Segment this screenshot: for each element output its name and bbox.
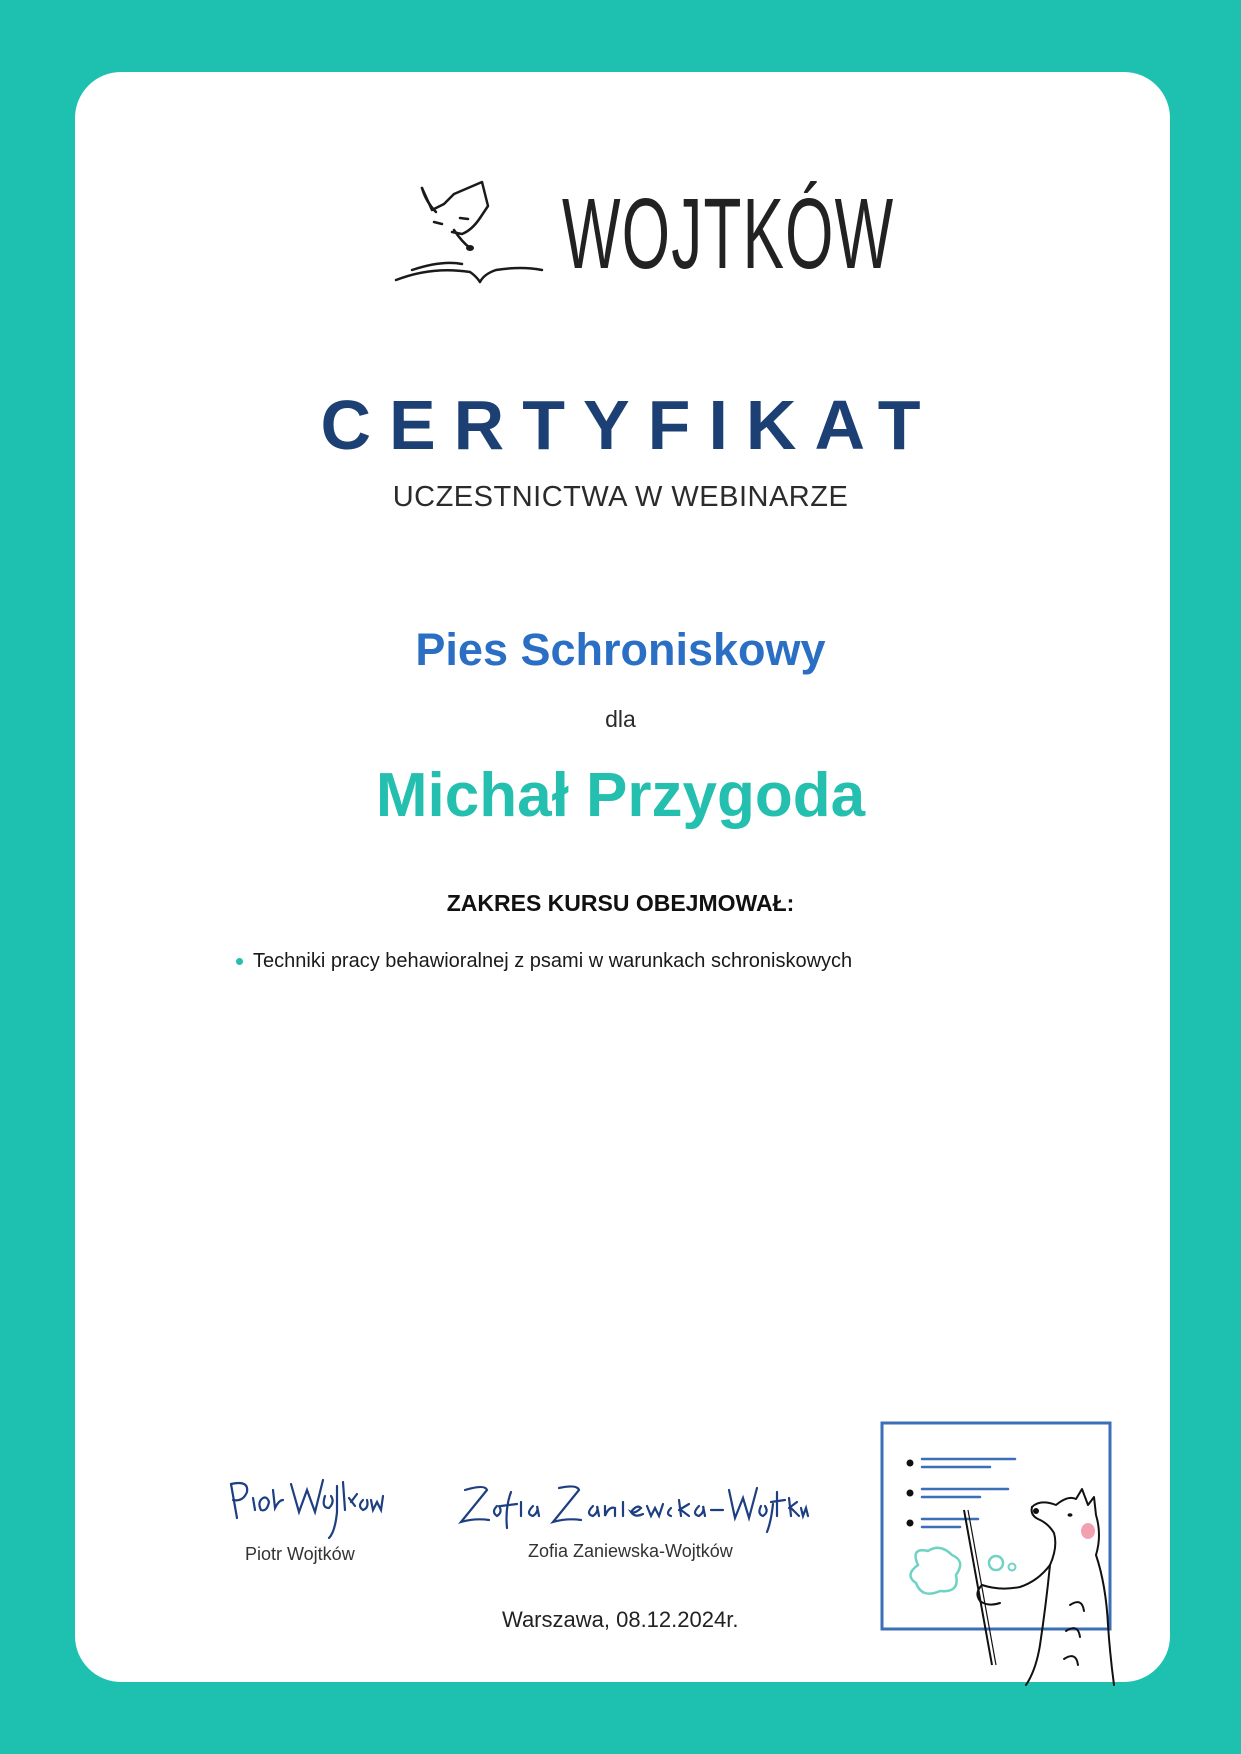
brand-wordmark: WOJTKÓW <box>562 178 895 290</box>
scope-list <box>236 946 852 976</box>
dog-teacher-illustration <box>870 1415 1150 1700</box>
certificate-subtitle: UCZESTNICTWA W WEBINARZE <box>392 481 849 513</box>
list-item <box>236 946 852 976</box>
signature-zofia <box>455 1478 810 1543</box>
signature-name-2: Zofia Zaniewska-Wojtków <box>528 1541 733 1561</box>
scope-item-text: Techniki pracy behawioralnej z psami w warunkach schroniskowych <box>253 950 853 972</box>
handwritten-signature-icon <box>455 1478 810 1538</box>
bullet-icon <box>236 958 243 965</box>
course-name: Pies Schroniskowy <box>415 624 826 675</box>
dog-logo-icon <box>392 172 562 292</box>
dog-presenting-board-icon <box>870 1415 1150 1695</box>
recipient-name: Michał Przygoda <box>375 761 866 830</box>
signature-piotr <box>225 1472 385 1547</box>
scope-heading: ZAKRES KURSU OBEJMOWAŁ: <box>446 890 795 916</box>
handwritten-signature-icon <box>225 1472 385 1542</box>
signature-name-1: Piotr Wojtków <box>245 1544 355 1564</box>
logo <box>392 172 895 292</box>
for-label: dla <box>605 706 636 732</box>
place-date: Warszawa, 08.12.2024r. <box>502 1607 739 1632</box>
certificate-title: CERTYFIKAT <box>320 386 939 464</box>
